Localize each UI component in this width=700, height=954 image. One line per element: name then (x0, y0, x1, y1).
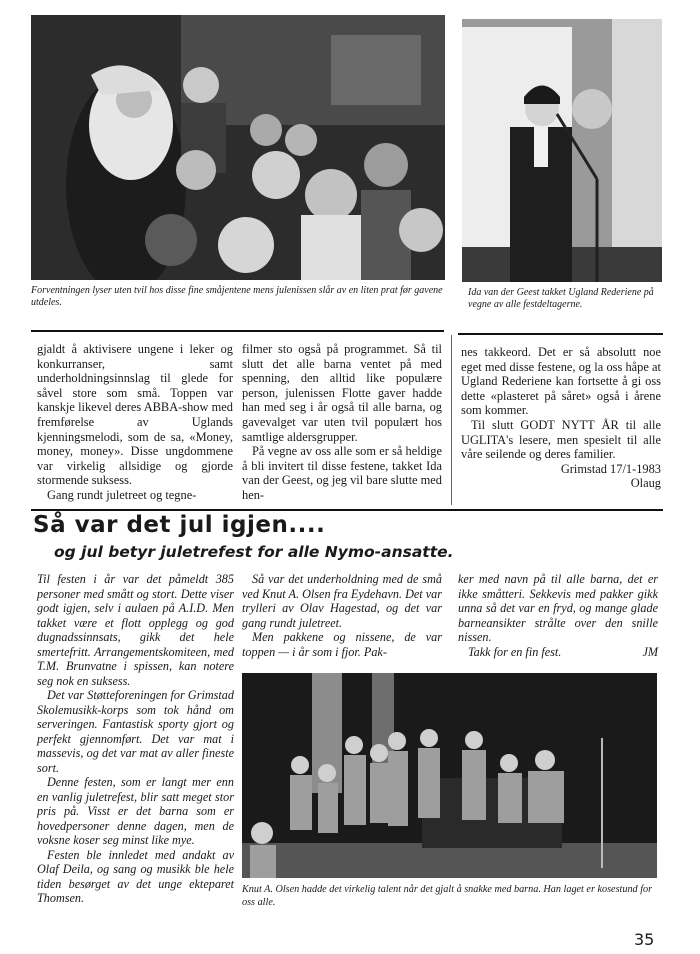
article-col1-p1: Til festen i år var det påmeldt 385 personer med smått og stort. Dette viser godt igjen, selv i aulaen på A.I.D. Men takket være et flott opplegg og god dugnadssinnsats, gikk det hele smertefritt. Arrangementskomiteen, med T.M. Brunvatne i spissen, kan notere seg nok en suksess. (37, 572, 234, 688)
article-subheadline: og jul betyr juletrefest for alle Nymo-ansatte. (54, 543, 454, 561)
photo-stage-children (242, 673, 657, 878)
article-col3-signature: JM (642, 644, 658, 659)
top-col1-text: gjaldt å aktivisere ungene i leker og konkurranser, samt underholdningsinnslag til glede for såvel store som små. Toppen var kanskje likevel deres ABBA-show med fremførelse av Uglands kjenningsmelodi, som de sa, «Money, money, money». Disse ungdommene var virkelig allsidige og gjorde stormende suksess. (37, 342, 233, 488)
article-col1-p2: Det var Støtteforeningen for Grimstad Skolemusikk-korps som tok hånd om serveringen. Fantastisk sporty gjort og perfekt gjennomført. Det var mat i massevis, og det var mat av aller fineste sort. (37, 688, 234, 775)
photo-stage-caption: Knut A. Olsen hadde det virkelig talent når det gjalt å snakke med barna. Han laget er kosestund for oss alle. (242, 884, 653, 908)
article-column-2 (242, 572, 442, 659)
top-col3-text: nes takkeord. Det er så absolutt noe eget med disse festene, og la oss håpe at Ugland Rederiene kan fortsette å gi oss dette «plasteret på såret» også i årene som kommer. (461, 345, 661, 418)
top-col2-text: filmer sto også på programmet. Så til slutt det alle barna ventet på med spenning, den alltid like populære person, julenissen Flotte gaver hadde han med seg i år også til alle barna, og gavevalget var uten tvil populært hos samtlige aldersgrupper. (242, 342, 442, 444)
divider-top-right (458, 333, 663, 335)
photo-caption-left: Forventningen lyser uten tvil hos disse fine småjentene mens julenissen slår av en liten prat før gavene utdeles. (31, 285, 443, 308)
top-col1-text-b: Gang rundt juletreet og tegne- (47, 487, 197, 502)
top-column-2 (242, 342, 442, 503)
vdivider-top-left (451, 335, 452, 505)
top-column-3 (461, 345, 661, 491)
article-col3-closing (458, 645, 658, 660)
signature-place-date: Grimstad 17/1-1983 (560, 461, 661, 476)
divider-top-left (31, 330, 444, 332)
top-col2-text-b: På vegne av oss alle som er så heldige å bli invitert til disse festene, takket Ida van der Geest, og jeg vil bare slutte med hen- (242, 444, 442, 502)
article-col2-p1: Så var det underholdning med de små ved Knut A. Olsen fra Eydehavn. Det var trylleri av Olav Hagestad, og det var gang rundt juletreet. (242, 572, 442, 630)
article-col1-p3: Denne festen, som er langt mer enn en vanlig juletrefest, blir satt meget stor pris på. Visst er det barna som er hovedpersoner denne dagen, men de voksne koser seg minst like mye. (37, 775, 234, 847)
article-headline: Så var det jul igjen.... (33, 512, 326, 538)
top-column-1 (37, 342, 233, 503)
article-col1-p4: Festen ble innledet med andakt av Olaf Deila, og sang og musikk ble hele tiden besørget av det unge ekteparet Thomsen. (37, 847, 234, 905)
article-col3-p1: ker med navn på til alle barna, det er ikke småtteri. Sekkevis med pakker gikk unna så det var en fryd, og mange glade barneansikter strålte over den snille nissen. (458, 572, 658, 644)
signature-name: Olaug (630, 476, 661, 491)
photo-caption-right: Ida van der Geest takket Ugland Rederiene på vegne av alle festdeltagerne. (468, 287, 654, 310)
photo-speaker (462, 19, 662, 282)
article-column-3 (458, 572, 658, 659)
photo-santa-children (31, 15, 445, 280)
page-number: 35 (634, 930, 655, 949)
article-column-1 (37, 572, 234, 906)
divider-headline (31, 509, 663, 511)
article-col2-p2: Men pakkene og nissene, de var toppen — i år som i fjor. Pak- (242, 630, 442, 659)
top-col3-text-b: Til slutt GODT NYTT ÅR til alle UGLITA's lesere, men spesielt til alle våre seilende og deres familier. (461, 417, 661, 462)
article-col3-thanks: Takk for en fin fest. (468, 644, 562, 659)
